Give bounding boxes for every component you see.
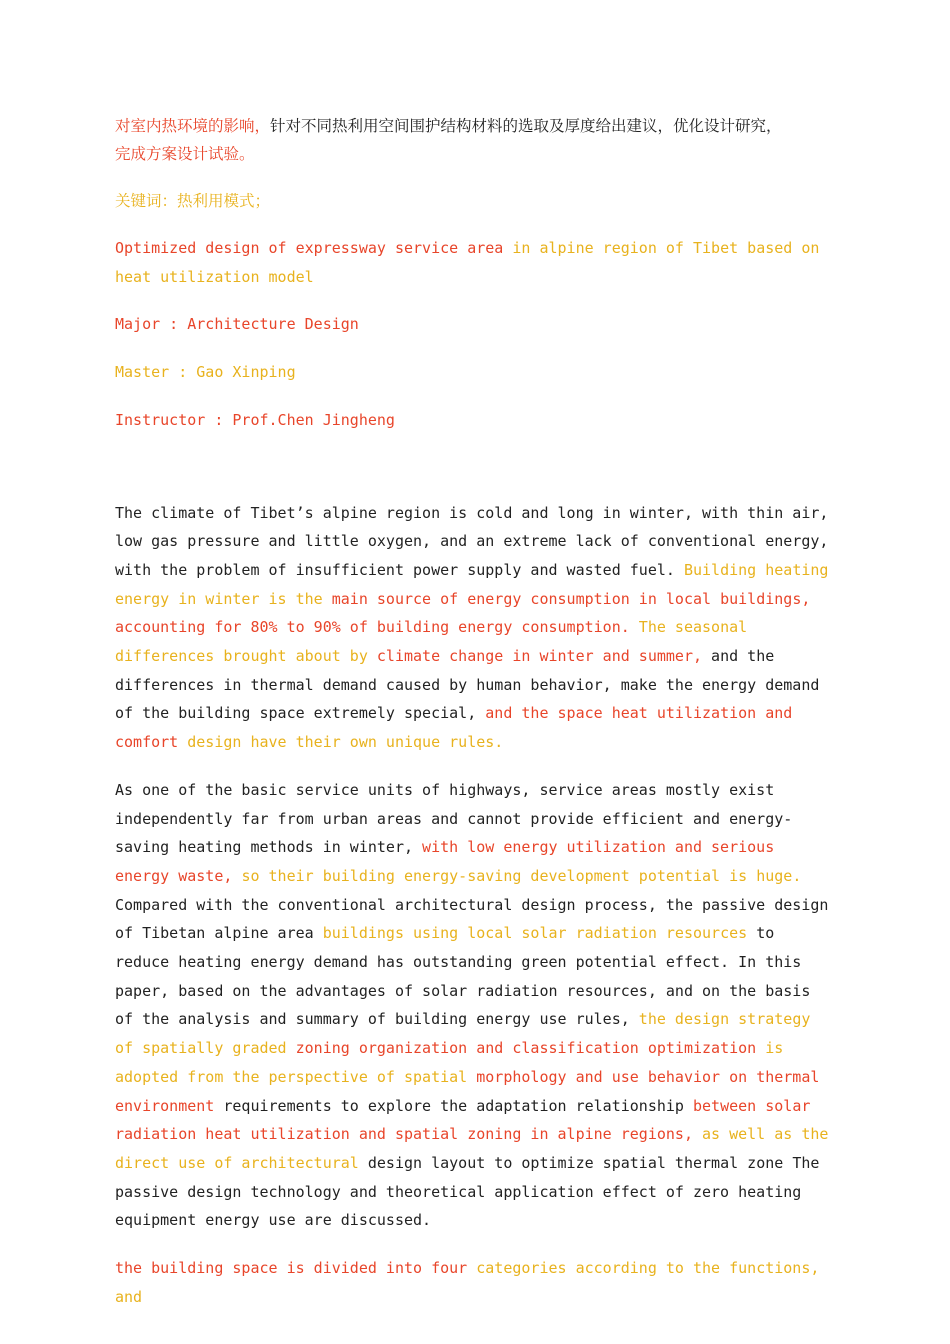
cn-abstract-black-1: 针对不同热利用空间围护结构材料的选取及厚度给出建议，优化设计研究， bbox=[270, 117, 782, 135]
paragraph2-run: requirements to explore the adaptation relationship bbox=[223, 1096, 693, 1115]
paragraph1-run: climate change in winter and summer, bbox=[376, 647, 712, 666]
title-red-part: Optimized design of expressway service area bbox=[115, 239, 513, 257]
paragraph1-run: The seasonal differences brought about by bbox=[115, 618, 748, 666]
cn-abstract-ending bbox=[115, 112, 831, 168]
paragraph2-run: As one of the basic service units of highways, service areas mostly exist independently far from urban areas and cannot provide efficient and energy-saving heating methods in winter, bbox=[115, 780, 793, 857]
major-line: Major : Architecture Design bbox=[115, 315, 359, 334]
paragraph1-run: and the differences in thermal demand caused by human behavior, make the energy demand of the building space extremely special, bbox=[115, 647, 820, 723]
paragraph2-run: so their building energy-saving development potential is huge. bbox=[241, 866, 802, 885]
paragraph3-run: the building space is divided into four bbox=[115, 1259, 477, 1278]
paragraph2-run: morphology and use behavior on thermal environment bbox=[115, 1067, 820, 1115]
cn-keywords: 关键词：热利用模式； bbox=[115, 192, 271, 210]
cn-abstract-red-1: 对室内热环境的影响， bbox=[115, 117, 271, 135]
paragraph1-run: and the space heat utilization and comfort bbox=[115, 704, 793, 752]
paragraph2-run: as well as the direct use of architectural bbox=[115, 1125, 829, 1172]
master-line: Master : Gao Xinping bbox=[115, 363, 296, 382]
title-yellow-part: in alpine region of Tibet based on heat utilization model bbox=[115, 239, 820, 286]
abstract-paragraph-1 bbox=[115, 499, 831, 757]
paragraph2-run: zoning organization and classification optimization bbox=[295, 1039, 766, 1058]
paragraph2-run: the design strategy of spatially graded bbox=[115, 1010, 811, 1058]
paragraph2-run: with low energy utilization and serious energy waste, bbox=[115, 838, 775, 885]
english-title bbox=[115, 234, 831, 291]
document-page bbox=[115, 112, 831, 1312]
paragraph2-run: design layout to optimize spatial thermal zone The passive design technology and theoretical application effect of zero heating equipment energy use are discussed. bbox=[115, 1153, 820, 1230]
abstract-paragraph-3 bbox=[115, 1254, 831, 1311]
paragraph2-run: is adopted from the perspective of spatial bbox=[115, 1039, 784, 1086]
cn-abstract-red-2: 完成方案设计试验。 bbox=[115, 145, 255, 163]
paragraph1-run: main source of energy consumption in local buildings, accounting for 80% to 90% of building energy consumption. bbox=[115, 589, 811, 637]
paragraph2-run: buildings using local solar radiation resources bbox=[322, 924, 757, 943]
abstract-paragraph-2 bbox=[115, 776, 831, 1235]
paragraph2-run: to reduce heating energy demand has outstanding green potential effect. In this paper, based on the advantages of solar radiation resources, and on the basis of the analysis and summary of building energy use rules, bbox=[115, 924, 811, 1029]
paragraph3-run: categories according to the functions, and bbox=[115, 1259, 820, 1306]
paragraph2-run: between solar radiation heat utilization and spatial zoning in alpine regions, bbox=[115, 1096, 811, 1144]
paragraph2-run: Compared with the conventional architectural design process, the passive design of Tibetan alpine area bbox=[115, 895, 829, 943]
paragraph1-run: design have their own unique rules. bbox=[187, 733, 504, 752]
paragraph1-run: Building heating energy in winter is the bbox=[115, 560, 829, 608]
paragraph1-run: The climate of Tibet’s alpine region is cold and long in winter, with thin air, low gas pressure and little oxygen, and an extreme lack of conventional energy, with the problem of insufficient power supply and wasted fuel. bbox=[115, 503, 829, 579]
instructor-line: Instructor : Prof.Chen Jingheng bbox=[115, 410, 395, 429]
